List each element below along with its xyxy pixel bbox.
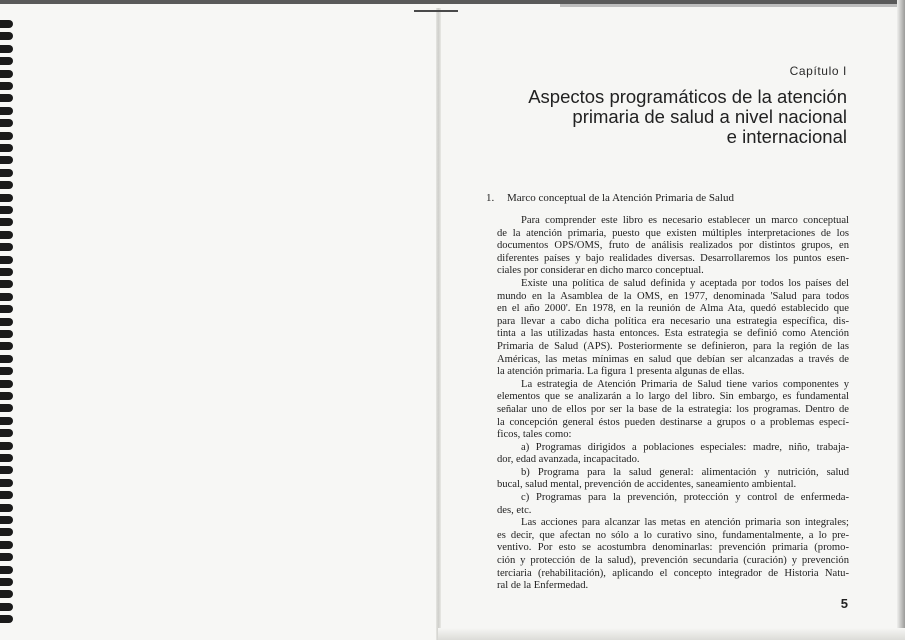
spiral-hole — [0, 94, 13, 102]
spiral-hole — [0, 429, 13, 437]
text-line: tinta a las utilizadas hasta entonces. Esta estrategia se definió como Atención — [497, 328, 849, 340]
text-line: b) Programa para la salud general: alimentación y nutrición, salud — [521, 466, 849, 478]
spiral-hole — [0, 70, 13, 78]
text-line: es decir, que afectan no sólo a lo curativo sino, fundamentalmente, a lo pre- — [497, 529, 849, 541]
spiral-hole — [0, 206, 13, 214]
spiral-hole — [0, 603, 13, 611]
spiral-hole — [0, 57, 13, 65]
spiral-hole — [0, 119, 13, 127]
spiral-hole — [0, 268, 13, 276]
spiral-hole — [0, 231, 13, 239]
spiral-hole — [0, 355, 13, 363]
paragraph — [497, 442, 849, 467]
page-number: 5 — [840, 596, 848, 611]
spiral-hole — [0, 181, 13, 189]
text-line: mundo en la Asamblea de la OMS, en 1977, denominada 'Salud para todos — [497, 290, 849, 302]
spiral-hole — [0, 367, 13, 375]
text-line: ficos, tales como: — [497, 429, 572, 441]
spiral-hole — [0, 32, 13, 40]
paragraph — [497, 467, 849, 492]
spiral-hole — [0, 528, 13, 536]
text-line: Para comprender este libro es necesario establecer un marco conceptual — [521, 215, 849, 226]
paragraph — [497, 517, 849, 593]
spiral-hole — [0, 454, 13, 462]
text-line: de la atención primaria, puesto que existen múltiples interpretaciones de los — [497, 227, 849, 239]
spiral-hole — [0, 541, 13, 549]
text-line: terciaria (rehabilitación), aplicando el concepto integrador de Historia Natu- — [497, 567, 849, 579]
text-line: para llevar a cabo dicha política era necesario una estrategia específica, dis- — [497, 315, 849, 327]
text-line: bucal, salud mental, prevención de accidentes, saneamiento ambiental. — [497, 479, 797, 491]
spiral-hole — [0, 318, 13, 326]
spiral-hole — [0, 566, 13, 574]
text-line: c) Programas para la prevención, protección y control de enfermeda- — [521, 492, 849, 504]
text-line: Las acciones para alcanzar las metas en atención primaria son integrales; — [521, 517, 849, 529]
text-line: dor, edad avanzada, incapacitado. — [497, 454, 640, 466]
section-heading — [486, 192, 846, 204]
scan-top-edge-shadow — [560, 4, 905, 7]
spiral-hole — [0, 218, 13, 226]
spiral-hole — [0, 107, 13, 115]
section-title: Marco conceptual de la Atención Primaria de Salud — [507, 192, 734, 204]
spiral-hole — [0, 504, 13, 512]
text-line: documentos OPS/OMS, fruto de análisis realizados por distintos grupos, en — [497, 240, 849, 252]
spiral-hole — [0, 392, 13, 400]
spiral-hole — [0, 82, 13, 90]
text-line: señalar uno de ellos por ser la base de la estrategia: los programas. Dentro de — [497, 403, 849, 415]
page-gutter — [436, 8, 441, 640]
spiral-hole — [0, 342, 13, 350]
section-number: 1. — [486, 192, 495, 204]
spiral-hole — [0, 615, 13, 623]
scan-bottom-edge — [438, 628, 905, 640]
spiral-hole — [0, 442, 13, 450]
chapter-title — [470, 87, 847, 147]
spiral-hole — [0, 516, 13, 524]
spiral-hole — [0, 293, 13, 301]
spiral-hole — [0, 466, 13, 474]
spiral-hole — [0, 156, 13, 164]
text-line: diferentes países y bajo realidades diversas. Desarrollaremos los puntos esen- — [497, 252, 849, 264]
spiral-hole — [0, 45, 13, 53]
body-text — [497, 215, 849, 593]
text-line: Existe una política de salud definida y aceptada por todos los países del — [521, 277, 849, 289]
left-page-blank — [0, 0, 438, 640]
paragraph — [497, 492, 849, 517]
chapter-title-line: primaria de salud a nivel nacional — [572, 106, 847, 127]
text-line: la atención primaria. La figura 1 presenta algunas de ellas. — [497, 366, 745, 378]
scan-mark — [414, 10, 458, 12]
text-line: ción y protección de la salud), prevención secundaria (curación) y prevención — [497, 555, 849, 567]
spiral-hole — [0, 404, 13, 412]
text-line: a) Programas dirigidos a poblaciones especiales: madre, niño, trabaja- — [521, 441, 849, 453]
spiral-hole — [0, 144, 13, 152]
text-line: des, etc. — [497, 504, 532, 516]
spiral-hole — [0, 553, 13, 561]
spiral-hole — [0, 305, 13, 313]
scan-right-edge — [897, 0, 905, 640]
spiral-hole — [0, 417, 13, 425]
text-line: elementos que se analizarán a lo largo del libro. Sin embargo, es fundamental — [497, 391, 849, 403]
paragraph — [497, 215, 849, 278]
spiral-hole — [0, 194, 13, 202]
chapter-title-line: e internacional — [726, 126, 847, 147]
paragraph — [497, 278, 849, 379]
spiral-hole — [0, 578, 13, 586]
text-line: en el año 2000'. En 1978, en la reunión de Alma Ata, quedó establecido que — [497, 303, 849, 315]
text-line: Américas, las metas mínimas en salud que debían ser alcanzadas a través de — [497, 353, 849, 365]
spiral-hole — [0, 20, 13, 28]
spiral-hole — [0, 330, 13, 338]
chapter-label: Capítulo I — [789, 64, 847, 78]
text-line: la concepción general éstos pueden destinarse a grupos o a problemas especí- — [497, 416, 849, 428]
spiral-hole — [0, 280, 13, 288]
text-line: La estrategia de Atención Primaria de Salud tiene varios componentes y — [521, 378, 849, 390]
text-line: ciales por considerar en dicho marco conceptual. — [497, 265, 704, 277]
spiral-hole — [0, 243, 13, 251]
spiral-hole — [0, 491, 13, 499]
text-line: Primaria de Salud (APS). Posteriormente se definieron, para la región de las — [497, 340, 849, 352]
spiral-hole — [0, 132, 13, 140]
spiral-hole — [0, 380, 13, 388]
spiral-binding — [0, 20, 14, 630]
spiral-hole — [0, 169, 13, 177]
chapter-title-line: Aspectos programáticos de la atención — [528, 86, 847, 107]
text-line: ral de la Enfermedad. — [497, 580, 589, 592]
spiral-hole — [0, 479, 13, 487]
spiral-hole — [0, 256, 13, 264]
spiral-hole — [0, 590, 13, 598]
text-line: ventivo. Por esto se acostumbra denominarlas: prevención primaria (promo- — [497, 542, 849, 554]
paragraph — [497, 379, 849, 442]
